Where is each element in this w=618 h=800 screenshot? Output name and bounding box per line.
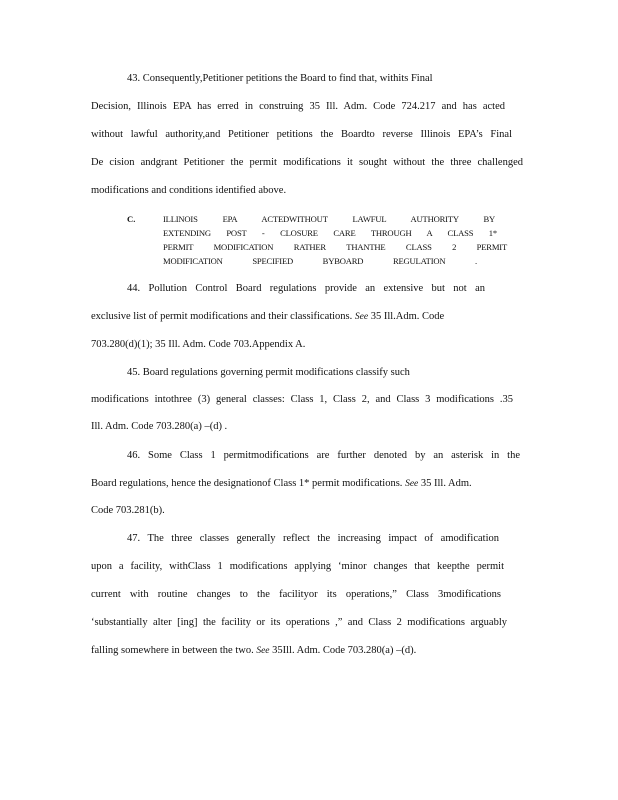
p45-line-2: modifications intothree (3) general classes: Class 1, Class 2, and Class 3 modifications .35 [91,394,513,405]
p47-line-5-text: falling somewhere in between the two. [91,645,254,656]
p46-line-3: Code 703.281(b). [91,505,165,516]
p47-line-2: upon a facility, withClass 1 modifications applying ‘minor changes that keepthe permit [91,561,504,572]
p44-line-3: 703.280(d)(1); 35 Ill. Adm. Code 703.Appendix A. [91,339,306,350]
p43-line-4: De cision andgrant Petitioner the permit modifications it sought without the three challenged [91,157,523,168]
p47-line-4: ‘substantially alter [ing] the facility or its operations ,” and Class 2 modifications arguably [91,617,507,628]
p47-line-3: current with routine changes to the facilityor its operations,” Class 3modifications [91,589,501,600]
p43-line-3: without lawful authority,and Petitioner petitions the Boardto reverse Illinois EPA’s Final [91,129,512,140]
p47-line-5 [91,645,416,657]
heading-line-1: ILLINOIS EPA ACTEDWITHOUT LAWFUL AUTHORITY BY [163,214,495,224]
p43-line-5: modifications and conditions identified above. [91,185,287,196]
p43-line-1: 43. Consequently,Petitioner petitions the Board to find that, withits Final [127,73,433,84]
p47-line-1: 47. The three classes generally reflect the increasing impact of amodification [127,533,499,544]
p45-line-3: Ill. Adm. Code 703.280(a) –(d) . [91,421,228,432]
p46-line-2 [91,478,472,490]
p44-line-2-text: exclusive list of permit modifications and their classifications. [91,311,353,322]
p44-line-2 [91,311,444,323]
heading-line-2: EXTENDING POST - CLOSURE CARE THROUGH A CLASS 1* [163,228,497,238]
p45-line-1: 45. Board regulations governing permit modifications classify such [127,367,410,378]
p43-line-2: Decision, Illinois EPA has erred in construing 35 Ill. Adm. Code 724.217 and has acted [91,101,505,112]
p47-cite-tail: 35Ill. Adm. Code 703.280(a) –(d). [272,645,417,656]
p44-see-cite: See [354,312,369,322]
p46-line-1: 46. Some Class 1 permitmodifications are further denoted by an asterisk in the [127,450,520,461]
heading-line-3: PERMIT MODIFICATION RATHER THANTHE CLASS 2 PERMIT [163,242,507,252]
p46-see-cite: See [405,479,419,489]
heading-letter: C. [127,214,136,224]
p44-cite-tail: 35 Ill.Adm. Code [370,311,445,322]
p46-cite-tail: 35 Ill. Adm. [420,478,472,489]
p44-line-1: 44. Pollution Control Board regulations provide an extensive but not an [127,283,485,294]
p47-see-cite: See [256,646,270,656]
p46-line-2-text: Board regulations, hence the designationof Class 1* permit modifications. [91,478,403,489]
heading-line-4: MODIFICATION SPECIFIED BYBOARD REGULATION . [163,256,477,266]
